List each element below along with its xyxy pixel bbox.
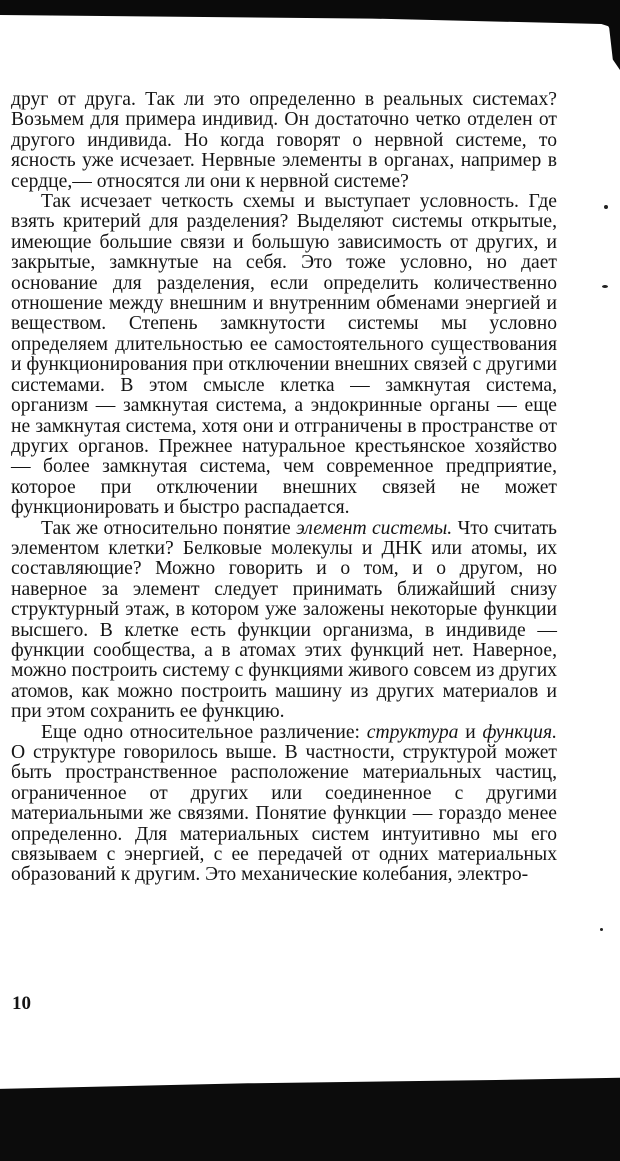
paragraph <box>11 192 557 519</box>
scan-edge-bottom <box>0 1050 620 1161</box>
page-body <box>11 90 557 886</box>
paragraph <box>11 519 557 723</box>
paragraph <box>11 90 557 192</box>
italic-term: структура <box>366 721 459 743</box>
scan-edge-top <box>0 0 620 30</box>
scan-edge-top-right <box>602 0 620 70</box>
scan-speck <box>602 285 608 288</box>
paragraph-text: друг от друга. Так ли это определенно в реальных системах? Возьмем для примера индивид. Он достаточно четко отделен от другого индивида. Но когда говорят о нервной системе, то ясность уже исчезает. Нервные элементы в органах, например в сердце,— относятся ли они к нервной системе? <box>11 89 557 192</box>
paragraph-text: О структуре говорилось выше. В частности, структурой может быть пространственное расположение материальных частиц, ограниченное от других или соединенное с другими материальными же связями. Понятие функции — гораздо менее определенно. Для материальных систем интуитивно мы его связываем с энергией, с ее передачей от одних материальных образований к другим. Это механические колебания, электро- <box>11 742 557 886</box>
italic-term: элемент системы. <box>296 517 453 539</box>
scan-speck <box>600 928 603 931</box>
paragraph-text: и <box>458 721 483 743</box>
italic-term: функция. <box>482 721 557 743</box>
paragraph <box>11 723 557 886</box>
scan-speck <box>604 205 608 209</box>
paragraph-text: Еще одно относительное различение: <box>41 721 367 743</box>
paragraph-text: Так исчезает четкость схемы и выступает условность. Где взять критерий для разделения? Выделяют системы открытые, имеющие большие связи и большую зависимость от других, и закрытые, замкнутые на себя. Это тоже условно, но дает основание для разделения, если определить количественно отношение между внешним и внутренним обменами энергией и веществом. Степень замкнутости системы мы условно определяем длительностью ее самостоятельного существования и функционирования при отключении внешних связей с другими системами. В этом смысле клетка — замкнутая система, организм — замкнутая система, а эндокринные органы — еще не замкнутая система, хотя они и отграничены в пространстве от других органов. Прежнее натуральное крестьянское хозяйство — более замкнутая система, чем современное предприятие, которое при отключении внешних связей не может функционировать и быстро распадается. <box>11 191 557 519</box>
paragraph-text: Так же относительно понятие <box>41 517 297 539</box>
page-number: 10 <box>12 993 31 1014</box>
paragraph-text: Что считать элементом клетки? Белковые молекулы и ДНК или атомы, их составляющие? Можно говорить и о том, и о другом, но наверное за элемент следует принимать ближайший снизу структурный этаж, в котором уже заложены некоторые функции высшего. В клетке есть функции организма, в индивиде — функции сообщества, а в атомах этих функций нет. Наверное, можно построить систему с функциями живого совсем из других атомов, как можно построить машину из других материалов и при этом сохранить ее функцию. <box>11 517 557 723</box>
